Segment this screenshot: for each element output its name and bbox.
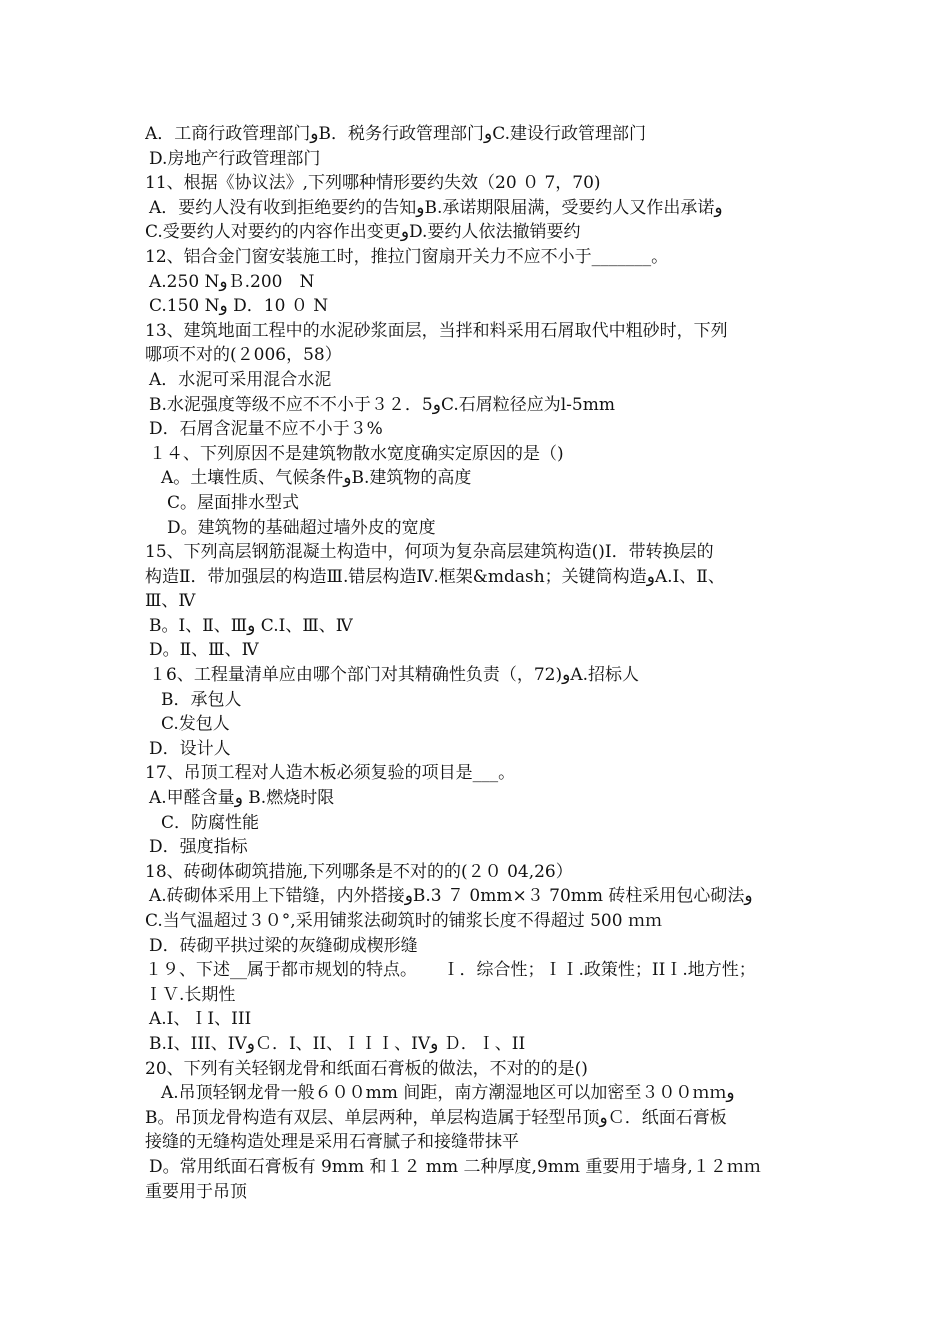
question-11: 11、根据《协议法》,下列哪种情形要约失效（20 ０ 7，70)	[145, 173, 601, 194]
text-line: D．强度指标	[149, 837, 248, 858]
question-18: 18、砖砌体砌筑措施,下列哪条是不对的的(２０ 04,26）	[145, 861, 573, 882]
question-20: 20、下列有关轻钢龙骨和纸面石膏板的做法，不对的的是()	[145, 1058, 588, 1079]
text-line: A．工商行政管理部门‪و‬B．税务行政管理部门‪و‬C.建设行政管理部门	[145, 124, 647, 144]
text-line: A.250 N‪و‬Ｂ.200 N	[149, 271, 315, 292]
text-line: D．设计人	[149, 738, 231, 759]
text-line: 哪项不对的(２006，58）	[145, 345, 342, 366]
text-line: A．水泥可采用混合水泥	[149, 369, 332, 390]
text-line: A.吊顶轻钢龙骨一般６００mm 间距，南方潮湿地区可以加密至３００ｍｍ‪و‬	[161, 1083, 735, 1104]
text-line: D。建筑物的基础超过墙外皮的宽度	[167, 517, 436, 538]
text-line: B.水泥强度等级不应不不小于３２．5‪و‬C.石屑粒径应为l-5mm	[149, 394, 615, 415]
text-line: C.当气温超过３０°,采用铺浆法砌筑时的铺浆长度不得超过 500 ｍｍ	[145, 911, 662, 931]
question-17: 17、吊顶工程对人造木板必须复验的项目是___。	[145, 763, 516, 784]
text-line: D。Ⅱ、Ⅲ、Ⅳ	[149, 640, 259, 661]
text-line: B．承包人	[161, 689, 242, 710]
text-line: D.房地产行政管理部门	[149, 148, 321, 169]
text-line: B。Ⅰ、Ⅱ、Ⅲ‪و‬ C.Ⅰ、Ⅲ、Ⅳ	[149, 615, 353, 636]
text-line: D。常用纸面石膏板有 9mm 和１２ mm 二种厚度,9mm 重要用于墙身,１２ｍｍ	[149, 1156, 761, 1177]
text-line: D．石屑含泥量不应不小于３%	[149, 419, 383, 440]
text-line: C.发包人	[161, 714, 230, 735]
question-16: １6、工程量清单应由哪个部门对其精确性负责（，72)‪و‬A.招标人	[149, 665, 639, 686]
document-body	[145, 122, 825, 1204]
text-line: D．砖砌平拱过梁的灰缝砌成楔形缝	[149, 935, 418, 956]
text-line: C。屋面排水型式	[167, 492, 300, 513]
text-line: A.砖砌体采用上下错缝，内外搭接‪و‬B.3 ７ 0mm×３ 70mm 砖柱采用包心砌法‪و‬	[149, 886, 753, 907]
text-line: C．防腐性能	[161, 812, 260, 833]
text-line: A。土壤性质、气候条件‪و‬B.建筑物的高度	[161, 468, 472, 489]
text-line: A.甲醛含量‪و‬ B.燃烧时限	[149, 788, 335, 809]
text-line: B。吊顶龙骨构造有双层、单层两种，单层构造属于轻型吊顶‪و‬Ｃ．纸面石膏板	[145, 1107, 727, 1128]
text-line: Ⅲ、Ⅳ	[145, 591, 196, 612]
question-14: １４、下列原因不是建筑物散水宽度确实定原因的是（)	[149, 443, 564, 464]
text-line: 构造Ⅱ．带加强层的构造Ⅲ.错层构造Ⅳ.框架&mdash；关键筒构造‪و‬A.Ⅰ、Ⅱ、	[145, 566, 725, 587]
text-line: C.150 N‪و‬ D．10 ０ N	[149, 296, 329, 317]
text-line: A．要约人没有收到拒绝要约的告知‪و‬B.承诺期限届满，受要约人又作出承诺‪و‬	[149, 197, 723, 218]
question-13: 13、建筑地面工程中的水泥砂浆面层，当拌和料采用石屑取代中粗砂时，下列	[145, 320, 728, 341]
text-line: A.I、ＩI、III	[149, 1009, 252, 1030]
question-19: １９、下述__属于都市规划的特点。 Ｉ．综合性；ＩＩ.政策性；IIＩ.地方性；	[145, 960, 756, 981]
text-line: 接缝的无缝构造处理是采用石膏腻子和接缝带抹平	[145, 1132, 519, 1153]
text-line: C.受要约人对要约的内容作出变更‪و‬D.要约人依法撤销要约	[145, 222, 581, 243]
question-12: 12、铝合金门窗安装施工时，推拉门窗扇开关力不应不小于_______。	[145, 246, 669, 267]
text-line: ＩＶ.长期性	[145, 984, 236, 1005]
text-line: 重要用于吊顶	[145, 1181, 247, 1202]
text-line: B.I、III、IV‪و‬Ｃ．I、II、ＩＩＩ、IV‪و‬ Ｄ．Ｉ、II	[149, 1033, 526, 1054]
question-15: 15、下列高层钢筋混凝土构造中，何项为复杂高层建筑构造()Ⅰ．带转换层的	[145, 542, 714, 563]
